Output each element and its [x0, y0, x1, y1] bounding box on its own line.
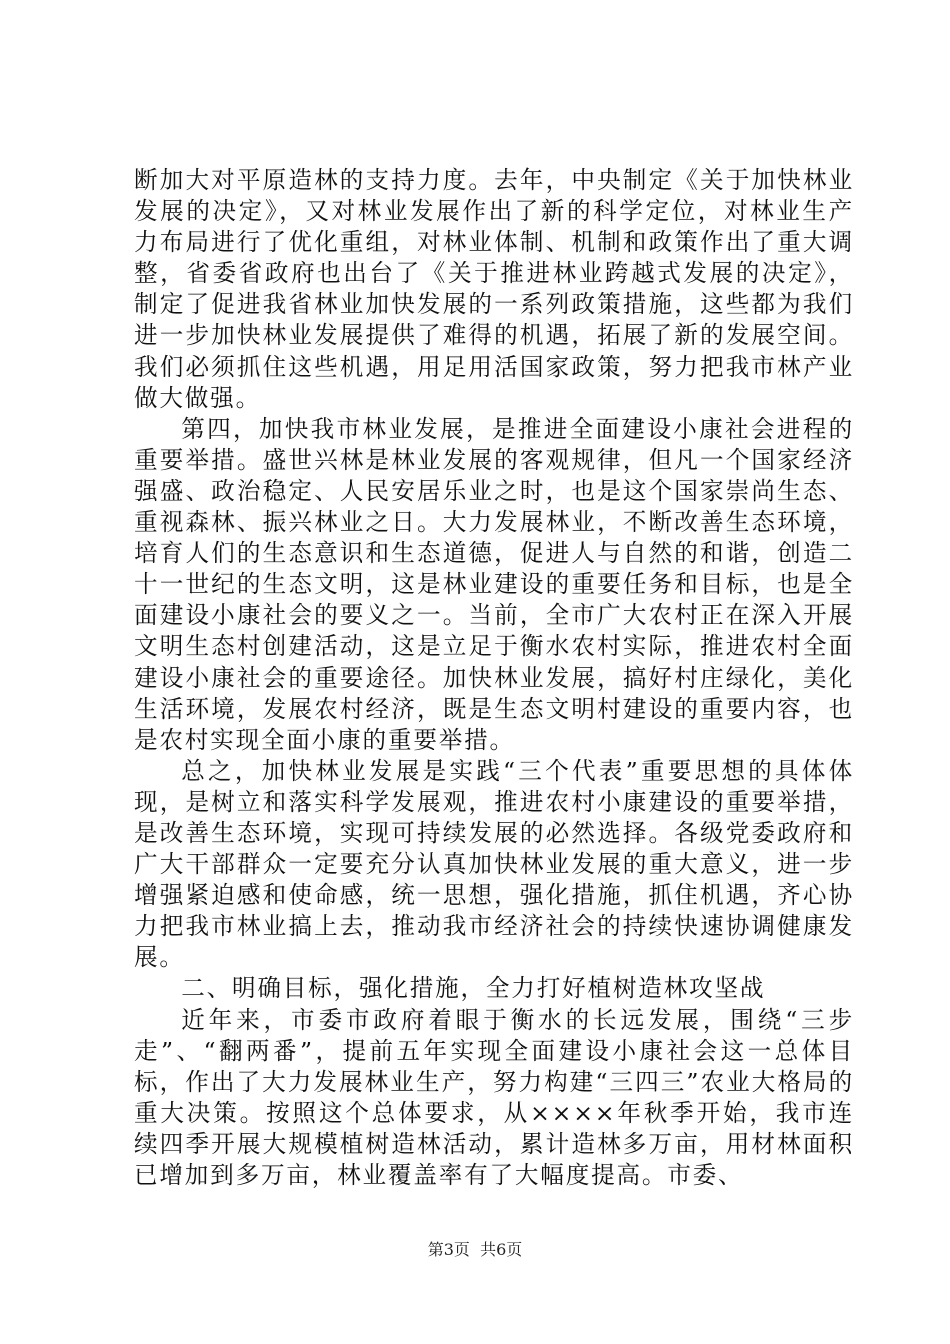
page-total: 共6页 — [480, 1240, 523, 1259]
page-number: 第3页 — [427, 1240, 470, 1259]
paragraph-4: 近年来，市委市政府着眼于衡水的长远发展，围绕“三步走”、“翻两番”，提前五年实现全面建设小康社会这一总体目标，作出了大力发展林业生产，努力构建“三四三”农业大格局的重大决策。按照这个总体要求，从××××年秋季开始，我市连续四季开展大规模植树造林活动，累计造林多万亩，用材林面积已增加到多万亩，林业覆盖率有了大幅度提高。市委、 — [134, 1005, 854, 1189]
footer-spacer — [470, 1240, 480, 1259]
paragraph-2: 第四，加快我市林业发展，是推进全面建设小康社会进程的重要举措。盛世兴林是林业发展的客观规律，但凡一个国家经济强盛、政治稳定、人民安居乐业之时，也是这个国家崇尚生态、重视森林、振兴林业之日。大力发展林业，不断改善生态环境，培育人们的生态意识和生态道德，促进人与自然的和谐，创造二十一世纪的生态文明，这是林业建设的重要任务和目标，也是全面建设小康社会的要义之一。当前，全市广大农村正在深入开展文明生态村创建活动，这是立足于衡水农村实际，推进农村全面建设小康社会的重要途径。加快林业发展，搞好村庄绿化，美化生活环境，发展农村经济，既是生态文明村建设的重要内容，也是农村实现全面小康的重要举措。 — [134, 414, 854, 754]
section-heading: 二、明确目标，强化措施，全力打好植树造林攻坚战 — [181, 974, 766, 1003]
document-body — [134, 165, 854, 1191]
page-footer — [0, 1240, 950, 1260]
paragraph-1: 断加大对平原造林的支持力度。去年，中央制定《关于加快林业发展的决定》，又对林业发展作出了新的科学定位，对林业生产力布局进行了优化重组，对林业体制、机制和政策作出了重大调整，省委省政府也出台了《关于推进林业跨越式发展的决定》，制定了促进我省林业加快发展的一系列政策措施，这些都为我们进一步加快林业发展提供了难得的机遇，拓展了新的发展空间。我们必须抓住这些机遇，用足用活国家政策，努力把我市林产业做大做强。 — [134, 166, 854, 412]
paragraph-3: 总之，加快林业发展是实践“三个代表”重要思想的具体体现，是树立和落实科学发展观，推进农村小康建设的重要举措，是改善生态环境，实现可持续发展的必然选择。各级党委政府和广大干部群众一定要充分认真加快林业发展的重大意义，进一步增强紧迫感和使命感，统一思想，强化措施，抓住机遇，齐心协力把我市林业搞上去，推动我市经济社会的持续快速协调健康发展。 — [134, 756, 854, 972]
